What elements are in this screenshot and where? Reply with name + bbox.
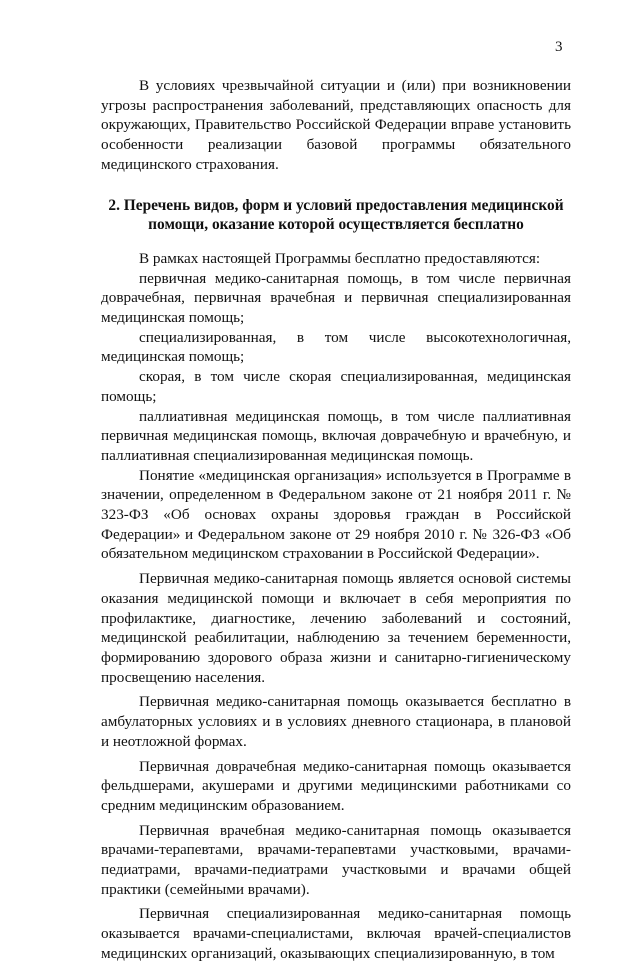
paragraph: Первичная медико-санитарная помощь является основой системы оказания медицинской помощи и включает в себя мероприятия по профилактике, диагностике, лечению заболеваний и состояний, медицинской реабилитации, наблюдению за течением беременности, формированию здорового образа жизни и санитарно-гигиеническому просвещению населения. bbox=[101, 570, 571, 686]
document-body bbox=[101, 76, 571, 964]
paragraph: Первичная медико-санитарная помощь оказывается бесплатно в амбулаторных условиях и в условиях дневного стационара, в плановой и неотложной формах. bbox=[101, 693, 571, 750]
paragraph: Понятие «медицинская организация» используется в Программе в значении, определенном в Федеральном законе от 21 ноября 2011 г. № 323-ФЗ «Об основах охраны здоровья граждан в Российской Федерации» и Федеральном законе от 29 ноября 2010 г. № 326-ФЗ «Об обязательном медицинском страховании в Российской Федерации». bbox=[101, 466, 571, 563]
intro-paragraph: В условиях чрезвычайной ситуации и (или) при возникновении угрозы распространения заболеваний, представляющих опасность для окружающих, Правительство Российской Федерации вправе установить особенности реализации базовой программы обязательного медицинского страхования. bbox=[101, 77, 571, 173]
paragraph: В рамках настоящей Программы бесплатно предоставляются: bbox=[139, 249, 541, 267]
paragraph: Первичная специализированная медико-санитарная помощь оказывается врачами-специалистами, включая врачей-специалистов медицинских организаций, оказывающих специализированную, в том bbox=[101, 905, 571, 962]
paragraph: Первичная врачебная медико-санитарная помощь оказывается врачами-терапевтами, врачами-терапевтами участковыми, врачами-педиатрами, врачами-педиатрами участковыми и врачами общей практики (семейными врачами). bbox=[101, 821, 571, 898]
paragraph: специализированная, в том числе высокотехнологичная, медицинская помощь; bbox=[101, 328, 571, 366]
paragraph: паллиативная медицинская помощь, в том числе паллиативная первичная медицинская помощь, включая доврачебную и врачебную, и паллиативная специализированная медицинская помощь. bbox=[101, 407, 571, 464]
paragraph: первичная медико-санитарная помощь, в том числе первичная доврачебная, первичная врачебная и первичная специализированная медицинская помощь; bbox=[101, 269, 571, 327]
paragraph: скорая, в том числе скорая специализированная, медицинская помощь; bbox=[101, 368, 571, 405]
section-title: 2. Перечень видов, форм и условий предоставления медицинской помощи, оказание которой осуществляется бесплатно bbox=[108, 196, 564, 234]
paragraph: Первичная доврачебная медико-санитарная помощь оказывается фельдшерами, акушерами и другими медицинскими работниками со средним медицинским образованием. bbox=[101, 757, 571, 814]
page-number: 3 bbox=[555, 39, 563, 55]
